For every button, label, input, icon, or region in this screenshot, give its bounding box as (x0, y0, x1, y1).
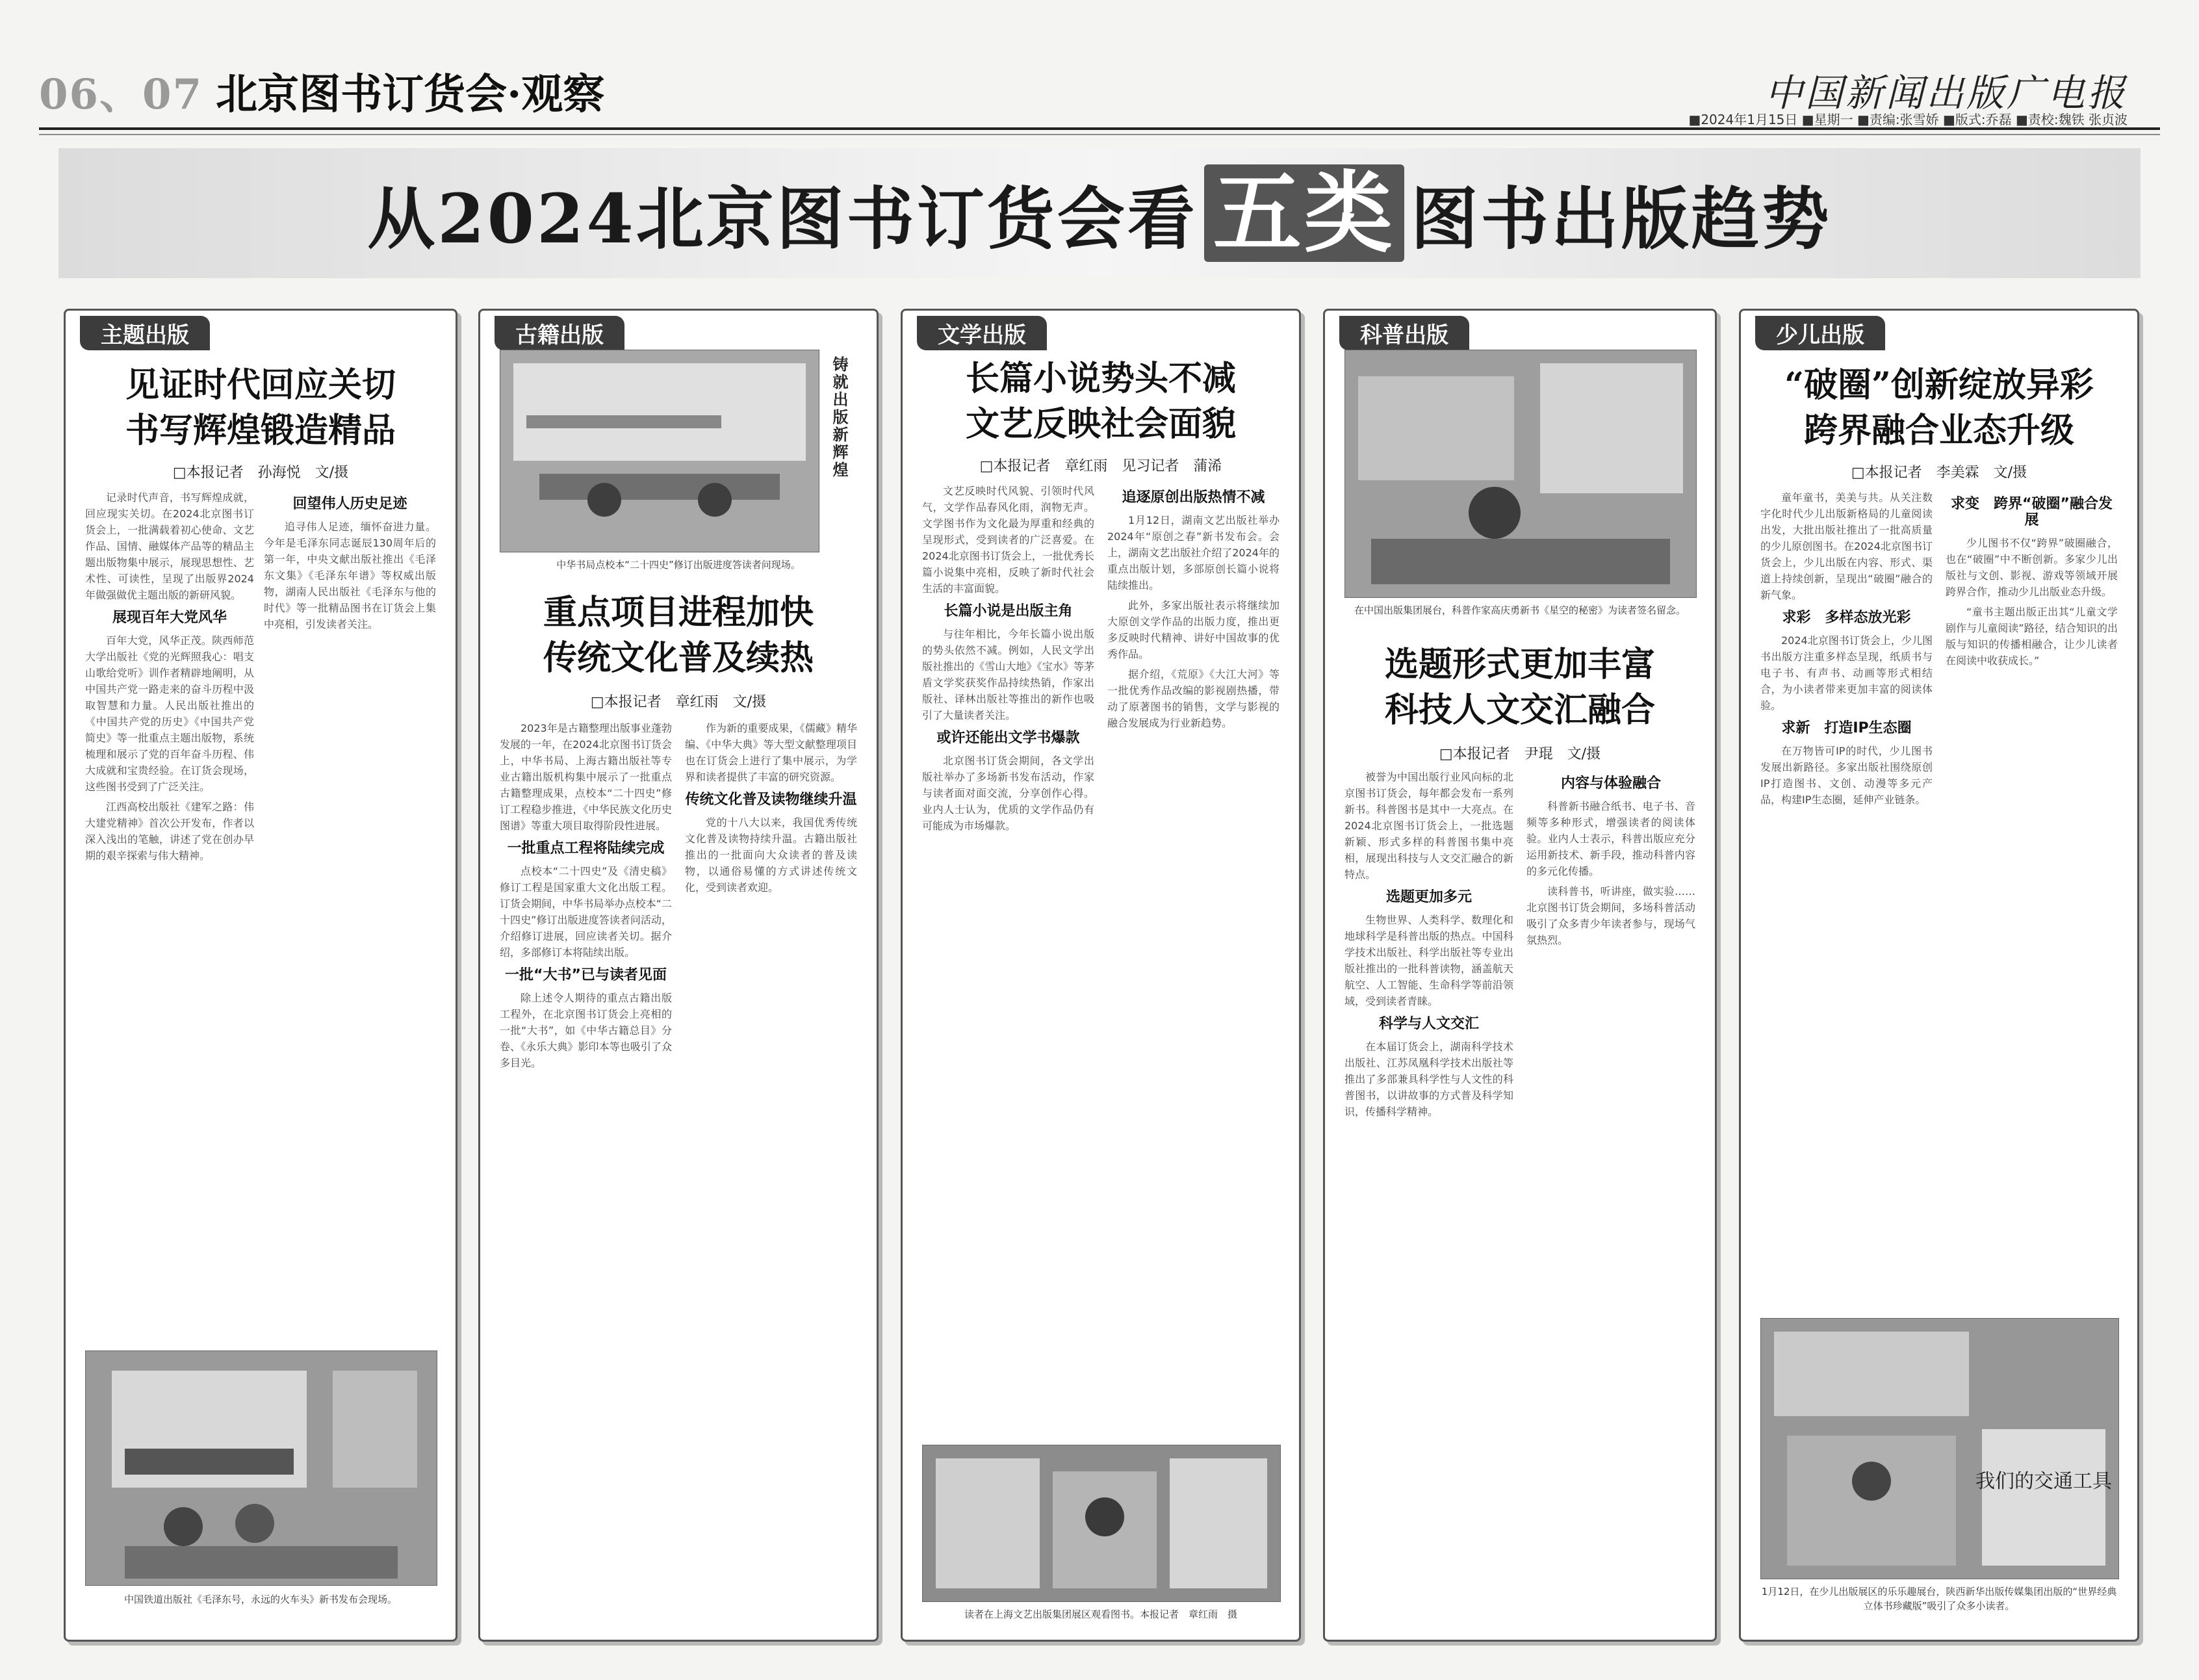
paragraph: 在本届订货会上，湖南科学技术出版社、江苏凤凰科学技术出版社等推出了多部兼具科学性与人文性的科普图书，以讲故事的方式普及科学知识，传播科学精神。 (1344, 1040, 1513, 1118)
headline-line-1: 长篇小说势头不减 (965, 359, 1236, 398)
article-body-left (922, 483, 1094, 1438)
subheading: 回望伟人历史足迹 (292, 496, 407, 512)
article-body-right (264, 489, 436, 1334)
subheading: 追逐原创出版热情不减 (1122, 489, 1265, 506)
headline-line-1: 重点项目进程加快 (543, 593, 814, 632)
page-numbers: 06、07 (39, 70, 203, 119)
photo-illustration (500, 350, 819, 552)
article-body-left (1344, 769, 1513, 1620)
headline-line-1: 选题形式更加丰富 (1384, 645, 1655, 684)
article-headline (922, 356, 1280, 447)
subheading: 内容与体验融合 (1560, 775, 1661, 792)
photo-illustration (923, 1445, 1280, 1601)
side-vertical-label: 铸就出版新辉煌 (830, 356, 848, 479)
article-headline (85, 363, 436, 454)
paragraph: 记录时代声音，书写辉煌成就，回应现实关切。在2024北京图书订货会上，一批满载着初心使命、文艺作品、国情、融媒体产品等的精品主题出版物集中展示，展现思想性、艺术性、可读性，呈现了出版界2024年做强做优主题出版的新研风貌。 (85, 491, 254, 601)
article-byline: □本报记者 尹琨 文/摄 (1439, 746, 1601, 762)
paragraph: “童书主题出版正出其“儿童文学剧作与儿童阅读”路径，结合知识的出版与知识的传播相融合，让少儿读者在阅读中收获成长。” (1946, 606, 2118, 667)
paragraph: 追寻伟人足迹，缅怀奋进力量。今年是毛泽东同志诞辰130周年后的第一年，中央文献出版社推出《毛泽东文集》《毛泽东年谱》等权威出版物，湖南人民出版社《毛泽东与他的时代》等一批精品图书在订货会上集中亮相，引发读者关注。 (264, 521, 436, 630)
subheading: 求新 打造IP生态圈 (1781, 720, 1912, 736)
paragraph: 读科普书，听讲座，做实验……北京图书订货会期间，多场科普活动吸引了众多青少年读者参与，现场气氛热烈。 (1526, 885, 1695, 946)
subheading: 一批“大书”已与读者见面 (505, 967, 667, 983)
article-headline (1344, 642, 1695, 733)
photo-caption: 读者在上海文艺出版集团展区观看图书。本报记者 章红雨 摄 (964, 1609, 1237, 1620)
article-body-right (1107, 483, 1280, 1438)
paragraph: 作为新的重要成果，《儒藏》精华编、《中华大典》等大型文献整理项目也在订货会上进行了集中展示，为学界和读者提供了丰富的研究资源。 (685, 722, 857, 783)
paragraph: 少儿图书不仅“跨界”破圈融合，也在“破圈”中不断创新。多家少儿出版社与文创、影视、游戏等领域开展跨界合作，推动少儿出版业态升级。 (1946, 537, 2118, 598)
newspaper-masthead: 中国新闻出版广电报 (1764, 71, 2128, 115)
article-body-left (1760, 489, 1933, 1308)
subheading: 求彩 多样态放光彩 (1782, 610, 1911, 626)
paragraph: 童年童书，美美与共。从关注数字化时代少儿出版新格局的儿童阅读出发，大批出版社推出了一批高质量的少儿原创图书。在2024北京图书订货会上，少儿出版在内容、形式、渠道上持续创新，呈现出“破圈”融合的新气象。 (1760, 491, 1933, 601)
article-tag: 古籍出版 (495, 316, 624, 350)
paragraph: 与往年相比，今年长篇小说出版的势头依然不减。例如，人民文学出版社推出的《雪山大地》《宝水》等茅盾文学奖获奖作品持续热销，作家出版社、译林出版社等推出的新作也吸引了大量读者关注。 (922, 628, 1094, 721)
banner-title (367, 161, 1832, 265)
paragraph: 江西高校出版社《建军之路：伟大建党精神》首次公开发布，作者以深入浅出的笔触，讲述了党在创办早期的艰辛探索与伟大精神。 (85, 801, 254, 862)
subheading: 科学与人文交汇 (1378, 1016, 1479, 1032)
paragraph: 北京图书订货会期间，各文学出版社举办了多场新书发布活动，作家与读者面对面交流，分享创作心得。业内人士认为，优质的文学作品仍有可能成为市场爆款。 (922, 755, 1094, 832)
article-photo (85, 1350, 437, 1586)
subheading: 展现百年大党风华 (112, 610, 227, 626)
photo-illustration (1345, 350, 1696, 597)
banner-title-start: 从2024北京图书订货会看 (367, 179, 1198, 259)
article-photo (1760, 1318, 2119, 1579)
header-rule (39, 127, 2160, 130)
paragraph: 文艺反映时代风貌、引领时代风气，文学作品春风化雨，润物无声。文学图书作为文化最为厚重和经典的呈现形式，受到读者的广泛喜爱。在2024北京图书订货会上，一批优秀长篇小说集中亮相，反映了新时代社会生活的丰富面貌。 (922, 485, 1094, 595)
article-photo (922, 1445, 1281, 1602)
subheading: 一批重点工程将陆续完成 (507, 840, 665, 857)
banner-title-end: 图书出版趋势 (1410, 179, 1832, 259)
issue-info: ■2024年1月15日 ■星期一 ■责编:张雪娇 ■版式:乔磊 ■责校:魏铁 张贞波 (1688, 112, 2128, 127)
paragraph: 据介绍，《荒原》《大江大河》等一批优秀作品改编的影视剧热播，带动了原著图书的销售，文学与影视的融合发展成为行业新趋势。 (1107, 668, 1280, 729)
subheading: 或许还能出文学书爆款 (936, 730, 1080, 746)
article-byline: □本报记者 章红雨 文/摄 (590, 694, 767, 710)
article-body-left (85, 489, 254, 1334)
paragraph: 百年大党，风华正茂。陕西师范大学出版社《党的光辉照我心：唱支山歌给党听》训作者精辟地阐明，从中国共产党一路走来的奋斗历程中汲取智慧和力量。人民出版社推出的《中国共产党的历史》《中国共产党简史》等一批重点主题出版物，系统梳理和展示了党的百年奋斗历程、伟大成就和宝贵经验。在订货会现场，这些图书受到了广泛关注。 (85, 634, 254, 793)
subheading: 传统文化普及读物继续升温 (685, 792, 857, 808)
photo-illustration (86, 1351, 437, 1585)
headline-line-2: 书写辉煌锻造精品 (125, 411, 396, 450)
paragraph: 被誉为中国出版行业风向标的北京图书订货会，每年都会发布一系列新书。科普图书是其中一大亮点。在2024北京图书订货会上，一批选题新颖、形式多样的科普图书集中亮相，展现出科技与人文交汇融合的新特点。 (1344, 771, 1513, 881)
subheading: 选题更加多元 (1385, 889, 1472, 905)
article-byline: □本报记者 章红雨 见习记者 蒲浠 (979, 458, 1222, 474)
article-body-left (500, 720, 672, 1617)
article-byline: □本报记者 李美霖 文/摄 (1851, 465, 2027, 481)
article-tag: 主题出版 (80, 316, 210, 350)
headline-line-2: 跨界融合业态升级 (1803, 411, 2074, 450)
paragraph: 除上述令人期待的重点古籍出版工程外，在北京图书订货会上亮相的一批“大书”，如《中华古籍总目》分卷、《永乐大典》影印本等也吸引了众多目光。 (500, 992, 672, 1069)
photo-illustration (1761, 1319, 2118, 1579)
photo-caption: 中华书局点校本“二十四史”修订出版进度答读者问现场。 (556, 559, 801, 571)
article-popular-science (1323, 309, 1717, 1642)
article-tag: 科普出版 (1339, 316, 1469, 350)
article-tag: 少儿出版 (1755, 316, 1885, 350)
section-title: 北京图书订货会·观察 (216, 70, 605, 119)
headline-line-2: 科技人文交汇融合 (1384, 690, 1655, 730)
subheading: 求变 跨界“破圈”融合发展 (1951, 496, 2113, 528)
stand-sign-text: 我们的交通工具 (1975, 1470, 2112, 1493)
page-header-left (39, 60, 604, 122)
article-photo (1344, 350, 1697, 598)
paragraph: 在万物皆可IP的时代，少儿图书发展出新路径。多家出版社围绕原创IP打造图书、文创、动漫等多元产品，构建IP生态圈，延伸产业链条。 (1760, 745, 1933, 806)
paragraph: 点校本“二十四史”及《清史稿》修订工程是国家重大文化出版工程。订货会期间，中华书局举办点校本“二十四史”修订出版进度答读者问活动，介绍修订进展，回应读者关切。据介绍，多部修订本将陆续出版。 (500, 865, 672, 959)
paragraph: 2024北京图书订货会上，少儿图书出版方注重多样态呈现，纸质书与电子书、有声书、动画等形式相结合，为小读者带来更加丰富的阅读体验。 (1760, 634, 1933, 712)
article-children-books (1739, 309, 2139, 1642)
headline-line-1: 见证时代回应关切 (125, 365, 396, 405)
article-body-right (1946, 489, 2118, 1308)
article-ancient-books (478, 309, 879, 1642)
article-literature (901, 309, 1301, 1642)
paragraph: 生物世界、人类科学、数理化和地球科学是科普出版的热点。中国科学技术出版社、科学出版社等专业出版社推出的一批科普读物，涵盖航天航空、人工智能、生命科学等前沿领域，受到读者青睐。 (1344, 914, 1513, 1007)
article-photo (500, 350, 819, 552)
article-body-right (685, 720, 857, 1617)
headline-line-2: 传统文化普及续热 (543, 638, 814, 678)
subheading: 长篇小说是出版主角 (944, 603, 1073, 619)
article-byline: □本报记者 孙海悦 文/摄 (172, 465, 349, 481)
paragraph: 1月12日，湖南文艺出版社举办2024年“原创之春”新书发布会。会上，湖南文艺出版社介绍了2024年的重点出版计划，多部原创长篇小说将陆续推出。 (1107, 514, 1280, 591)
photo-caption: 在中国出版集团展台，科普作家高庆勇新书《星空的秘密》为读者签名留念。 (1354, 604, 1686, 616)
article-headline (1760, 363, 2118, 454)
article-body-right (1526, 769, 1695, 1620)
paragraph: 此外，多家出版社表示将继续加大原创文学作品的出版力度，推出更多反映时代精神、讲好中国故事的优秀作品。 (1107, 599, 1280, 660)
headline-line-1: “破圈”创新绽放异彩 (1784, 365, 2094, 405)
banner-title-highlight: 五类 (1204, 164, 1404, 262)
photo-caption: 中国铁道出版社《毛泽东号，永远的火车头》新书发布会现场。 (123, 1594, 397, 1605)
photo-caption: 1月12日，在少儿出版展区的乐乐趣展台，陕西新华出版传媒集团出版的“世界经典立体书珍藏版”吸引了众多小读者。 (1761, 1586, 2117, 1612)
article-headline (500, 590, 857, 681)
paragraph: 科普新书融合纸书、电子书、音频等多种形式，增强读者的阅读体验。业内人士表示，科普出版应充分运用新技术、新手段，推动科普内容的多元化传播。 (1526, 800, 1695, 877)
headline-line-2: 文艺反映社会面貌 (965, 404, 1236, 444)
article-theme-publishing (64, 309, 457, 1642)
paragraph: 2023年是古籍整理出版事业蓬勃发展的一年，在2024北京图书订货会上，中华书局、上海古籍出版社等专业古籍出版机构集中展示了一批重点古籍整理成果，点校本“二十四史”修订工程稳步推进，《中华民族文化历史图谱》等重大项目取得阶段性进展。 (500, 722, 672, 832)
feature-banner (58, 148, 2141, 278)
paragraph: 党的十八大以来，我国优秀传统文化普及读物持续升温。古籍出版社推出的一批面向大众读者的普及读物，以通俗易懂的方式讲述传统文化，受到读者欢迎。 (685, 816, 857, 894)
header-rule-thin (39, 134, 2160, 135)
article-tag: 文学出版 (917, 316, 1047, 350)
